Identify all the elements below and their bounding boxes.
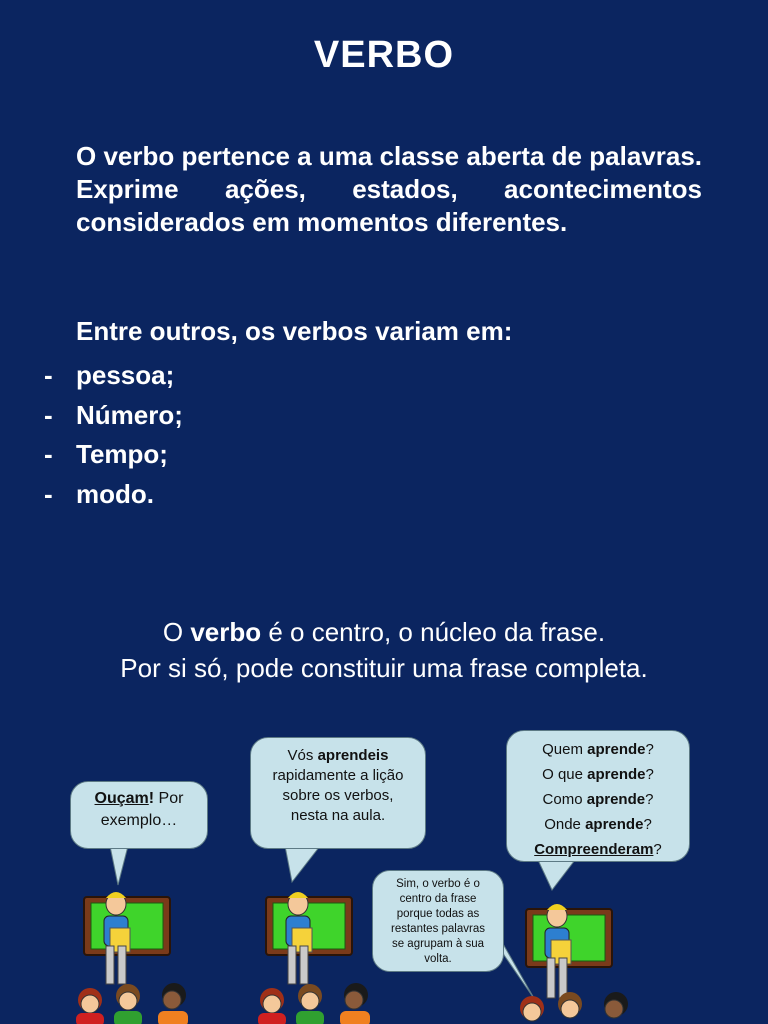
q2-post: ?	[645, 766, 654, 783]
list-dash: -	[44, 439, 53, 469]
list-item-label: modo.	[76, 478, 154, 509]
teacher-figure-3	[545, 904, 571, 998]
speech-bubble-questions	[506, 730, 690, 862]
bubble-3-question-1	[507, 737, 689, 762]
list-dash: -	[44, 360, 53, 390]
bubble-2-bold: aprendeis	[317, 747, 389, 764]
bubble-1-word: Ouçam	[94, 790, 149, 807]
bubble-1-line-1	[71, 788, 207, 810]
bubble-2-line-3: sobre os verbos,	[282, 787, 394, 804]
q1-bold: aprende	[587, 741, 646, 758]
center-line-1-bold: verbo	[190, 617, 262, 647]
q3-post: ?	[645, 791, 654, 808]
q2-bold: aprende	[587, 766, 646, 783]
q4-post: ?	[643, 816, 652, 833]
bubble-2-line-2: rapidamente a lição	[272, 767, 404, 784]
bubble-4-line: restantes palavras	[391, 923, 485, 935]
list-dash: -	[44, 478, 53, 509]
q4-bold: aprende	[585, 816, 644, 833]
bubble-4-line: Sim, o verbo é o	[396, 878, 480, 890]
q3-bold: aprende	[586, 791, 646, 808]
bubble-4-line: volta.	[424, 953, 452, 965]
students-group-2	[258, 983, 370, 1024]
list-item-label: Número;	[76, 399, 183, 430]
bubble-4-line: porque todas as	[396, 908, 480, 920]
q2-pre: O que	[542, 766, 588, 783]
center-line-2: Por si só, pode constituir uma frase completa.	[120, 653, 648, 683]
list-dash: -	[44, 399, 53, 430]
speech-bubble-aprendeis	[250, 737, 426, 849]
bubble-2-pre: Vós	[287, 747, 318, 764]
q3-pre: Como	[542, 791, 587, 808]
slide-title: VERBO	[313, 34, 455, 76]
list-item-label: Tempo;	[76, 439, 168, 469]
q5-post: ?	[653, 841, 662, 858]
bubble-tail-2	[285, 846, 320, 882]
intro-paragraph: O verbo pertence a uma classe aberta de palavras. Exprime ações, estados, acontecimentos considerados em momentos diferentes.	[76, 141, 702, 237]
bubble-3-question-3	[507, 787, 689, 812]
q5-bold: Compreenderam	[534, 841, 654, 858]
teacher-figure-1	[104, 892, 130, 984]
speech-bubble-ouçam	[70, 781, 208, 849]
bubble-2-line-4: nesta na aula.	[290, 807, 386, 824]
students-group-1	[76, 983, 188, 1024]
bubble-4-line: centro da frase	[399, 893, 477, 905]
q4-pre: Onde	[544, 816, 586, 833]
q1-pre: Quem	[542, 741, 588, 758]
students-group-3	[520, 992, 628, 1021]
bubble-tail-3	[538, 860, 575, 890]
bubble-1-excl: !	[148, 790, 155, 807]
variam-heading: Entre outros, os verbos variam em:	[76, 316, 513, 346]
speech-bubble-answer	[372, 870, 504, 972]
bubble-2-line-1	[251, 746, 425, 766]
bubble-1-rest1: Por	[154, 790, 184, 807]
q1-post: ?	[645, 741, 654, 758]
bubble-3-question-5	[507, 837, 689, 862]
bubble-tail-1	[110, 846, 128, 885]
bubble-1-line-2: exemplo…	[100, 812, 178, 829]
list-item-label: pessoa;	[76, 360, 175, 390]
bubble-4-line: se agrupam à sua	[391, 938, 485, 950]
center-line-1-post: é o centro, o núcleo da frase.	[261, 617, 606, 647]
center-line-1-pre: O	[162, 617, 191, 647]
bubble-3-question-4	[507, 812, 689, 837]
bubble-3-question-2	[507, 762, 689, 787]
teacher-figure-2	[286, 892, 312, 984]
